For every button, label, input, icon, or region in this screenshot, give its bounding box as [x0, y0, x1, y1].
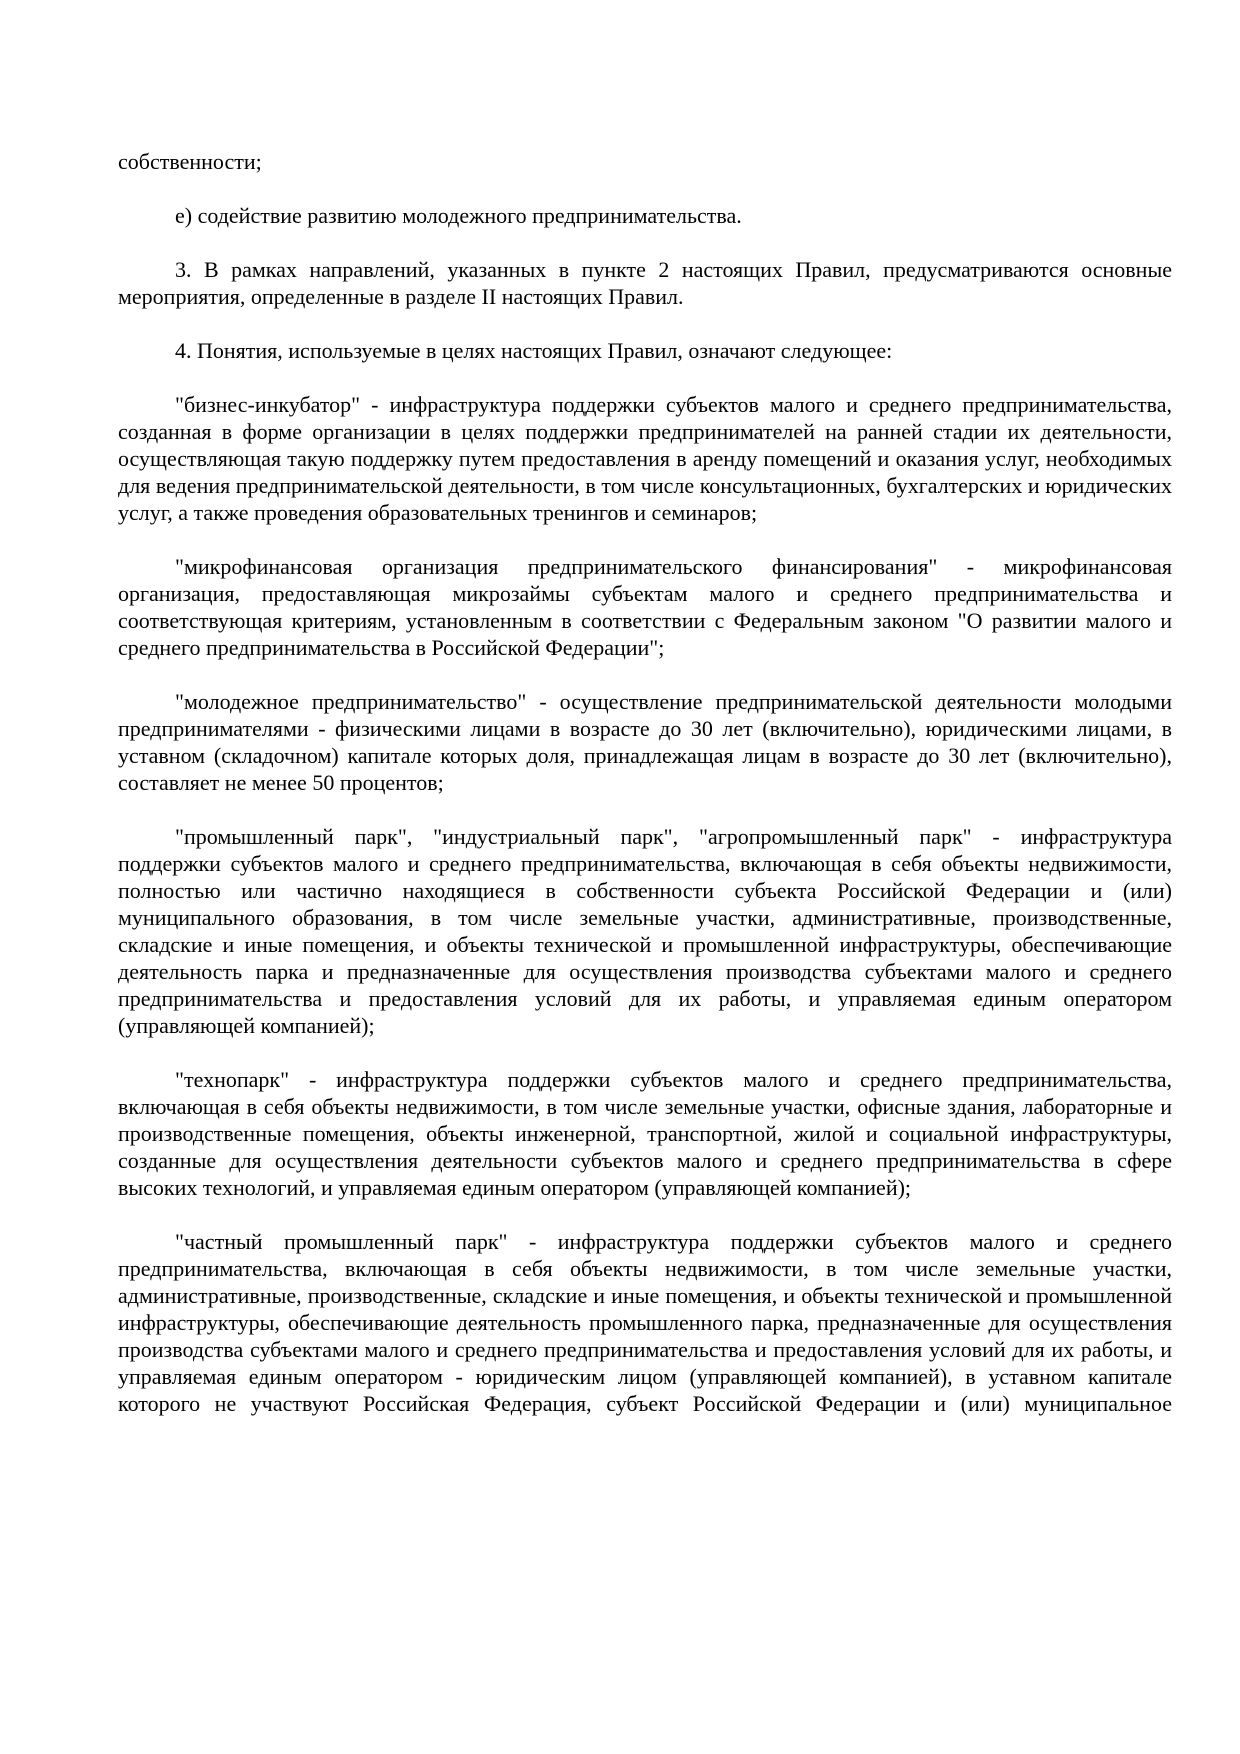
paragraph-4: 4. Понятия, используемые в целях настоящих Правил, означают следующее:: [175, 338, 893, 363]
definition-youth-entrepreneurship: "молодежное предпринимательство" - осуществление предпринимательской деятельности молодыми предпринимателями - физическими лицами в возрасте до 30 лет (включительно), юридическими лицами, в уставном (складочном) капитале которых доля, принадлежащая лицам в возрасте до 30 лет (включительно), составляет не менее 50 процентов;: [118, 689, 1172, 795]
definition-private-industrial-park: "частный промышленный парк" - инфраструктура поддержки субъектов малого и среднего предпринимательства, включающая в себя объекты недвижимости, в том числе земельные участки, административные, производственные, складские и иные помещения, и объекты технической и промышленной инфраструктуры, обеспечивающие деятельность промышленного парка, предназначенные для осуществления производства субъектами малого и среднего предпринимательства и предоставления условий для их работы, и управляемая единым оператором - юридическим лицом (управляющей компанией), в уставном капитале которого не участвуют Российская Федерация, субъект Российской Федерации и (или) муниципальное: [118, 1229, 1172, 1416]
document-page: [118, 148, 1172, 1444]
paragraph-item-e: е) содействие развитию молодежного предпринимательства.: [175, 203, 742, 228]
definition-industrial-park: "промышленный парк", "индустриальный парк", "агропромышленный парк" - инфраструктура поддержки субъектов малого и среднего предпринимательства, включающая в себя объекты недвижимости, полностью или частично находящиеся в собственности субъекта Российской Федерации и (или) муниципального образования, в том числе земельные участки, административные, производственные, складские и иные помещения, и объекты технической и промышленной инфраструктуры, обеспечивающие деятельность парка и предназначенные для осуществления производства субъектами малого и среднего предпринимательства и предоставления условий для их работы, и управляемая единым оператором (управляющей компанией);: [118, 824, 1172, 1038]
paragraph-continuation: собственности;: [118, 149, 262, 174]
definition-microfinance-organization: "микрофинансовая организация предпринимательского финансирования" - микрофинансовая организация, предоставляющая микрозаймы субъектам малого и среднего предпринимательства и соответствующая критериям, установленным в соответствии с Федеральным законом "О развитии малого и среднего предпринимательства в Российской Федерации";: [118, 554, 1172, 660]
definition-business-incubator: "бизнес-инкубатор" - инфраструктура поддержки субъектов малого и среднего предпринимательства, созданная в форме организации в целях поддержки предпринимателей на ранней стадии их деятельности, осуществляющая такую поддержку путем предоставления в аренду помещений и оказания услуг, необходимых для ведения предпринимательской деятельности, в том числе консультационных, бухгалтерских и юридических услуг, а также проведения образовательных тренингов и семинаров;: [118, 392, 1172, 525]
paragraph-3: 3. В рамках направлений, указанных в пункте 2 настоящих Правил, предусматриваются основные мероприятия, определенные в разделе II настоящих Правил.: [118, 257, 1172, 309]
definition-technopark: "технопарк" - инфраструктура поддержки субъектов малого и среднего предпринимательства, включающая в себя объекты недвижимости, в том числе земельные участки, офисные здания, лабораторные и производственные помещения, объекты инженерной, транспортной, жилой и социальной инфраструктуры, созданные для осуществления деятельности субъектов малого и среднего предпринимательства в сфере высоких технологий, и управляемая единым оператором (управляющей компанией);: [118, 1067, 1172, 1200]
